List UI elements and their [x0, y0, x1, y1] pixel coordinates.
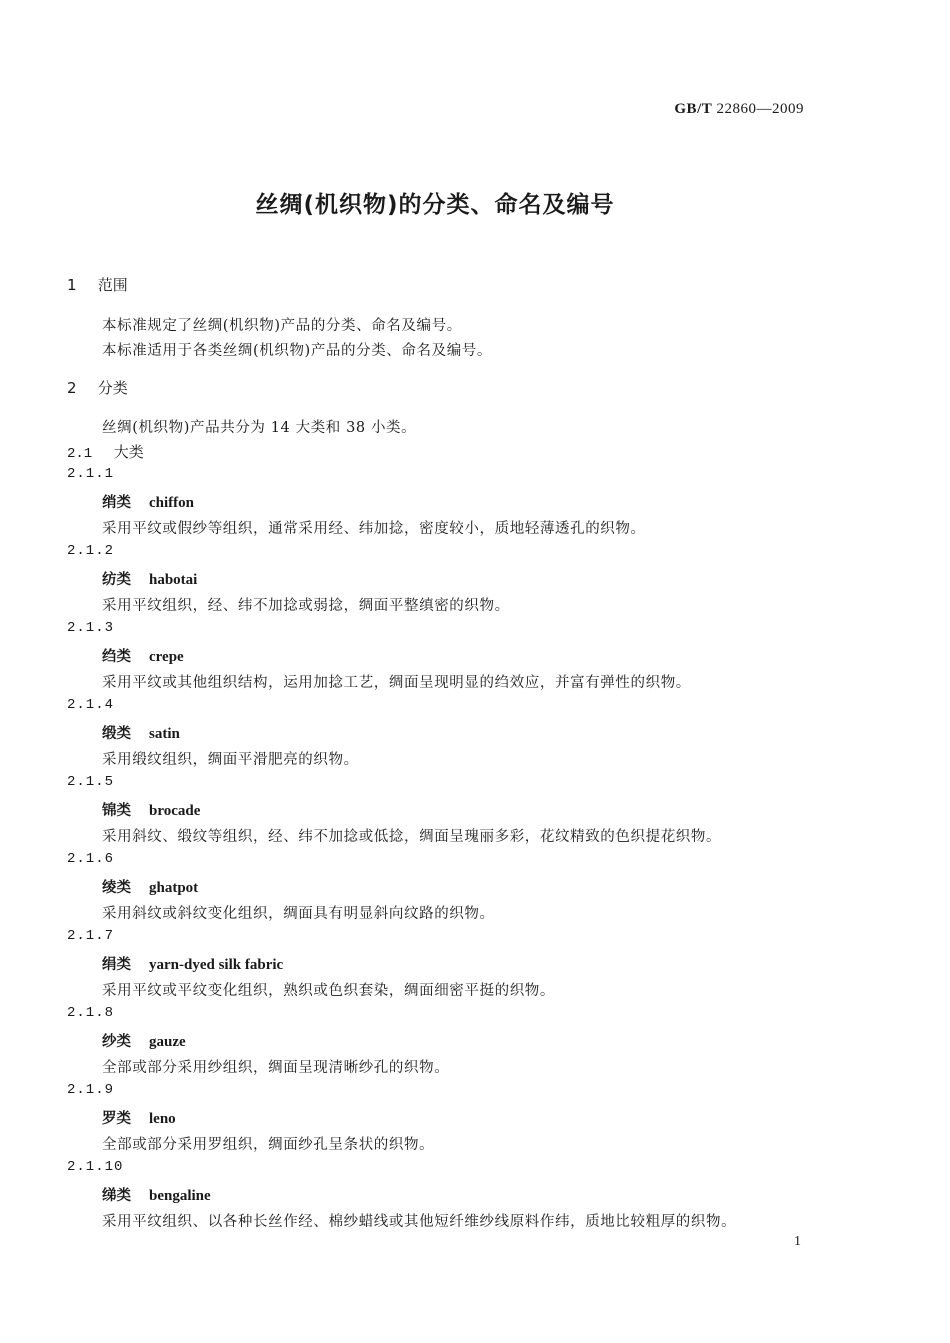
category-term [102, 1107, 176, 1128]
category-term [102, 645, 184, 666]
category-description: 采用平纹或其他组织结构，运用加捻工艺，绸面呈现明显的绉效应，并富有弹性的织物。 [102, 675, 691, 691]
term-english: satin [149, 726, 180, 742]
category-description: 采用斜纹、缎纹等组织，经、纬不加捻或低捻，绸面呈瑰丽多彩，花纹精致的色织提花织物。 [102, 829, 722, 845]
subsection-2-1-title: 大类 [113, 443, 144, 461]
clause-number: 2.1.1 [67, 466, 115, 482]
document-title: 丝绸(机织物)的分类、命名及编号 [255, 192, 615, 218]
section-2-paragraph: 丝绸(机织物)产品共分为 14 大类和 38 小类。 [102, 420, 417, 436]
category-description: 采用平纹或平纹变化组织，熟织或色织套染，绸面细密平挺的织物。 [102, 983, 555, 999]
subsection-2-1-number: 2.1 [67, 446, 93, 462]
category-description: 采用平纹组织，经、纬不加捻或弱捻，绸面平整缜密的织物。 [102, 598, 510, 614]
clause-number: 2.1.7 [67, 928, 115, 944]
term-chinese: 锦类 [102, 803, 131, 819]
category-term [102, 1030, 186, 1051]
clause-number: 2.1.4 [67, 697, 115, 713]
term-english: leno [149, 1111, 176, 1127]
subsection-2-1-heading [67, 441, 144, 462]
term-english: habotai [149, 572, 198, 588]
clause-number: 2.1.3 [67, 620, 115, 636]
category-description: 采用缎纹组织，绸面平滑肥亮的织物。 [102, 752, 359, 768]
standard-prefix: GB/T [674, 101, 713, 117]
term-chinese: 绨类 [102, 1188, 131, 1204]
section-2-title: 分类 [97, 379, 128, 397]
clause-number: 2.1.9 [67, 1082, 115, 1098]
category-description: 采用平纹或假纱等组织，通常采用经、纬加捻，密度较小，质地轻薄透孔的织物。 [102, 521, 646, 537]
category-term [102, 1184, 211, 1205]
term-english: gauze [149, 1034, 186, 1050]
section-1-title: 范围 [97, 276, 128, 294]
clause-number: 2.1.8 [67, 1005, 115, 1021]
category-description: 全部或部分采用纱组织，绸面呈现清晰纱孔的织物。 [102, 1060, 450, 1076]
section-1-heading [67, 274, 128, 295]
term-chinese: 绡类 [102, 495, 131, 511]
section-1-paragraph-1: 本标准规定了丝绸(机织物)产品的分类、命名及编号。 [102, 318, 462, 334]
standard-code [674, 101, 804, 118]
category-description: 采用斜纹或斜纹变化组织，绸面具有明显斜向纹路的织物。 [102, 906, 495, 922]
category-description: 采用平纹组织、以各种长丝作经、棉纱蜡线或其他短纤维纱线原料作纬，质地比较粗厚的织物。 [102, 1214, 737, 1230]
term-english: yarn-dyed silk fabric [149, 957, 284, 973]
category-term [102, 799, 200, 820]
page-number: 1 [794, 1234, 801, 1249]
term-english: brocade [149, 803, 201, 819]
clause-number: 2.1.6 [67, 851, 115, 867]
term-english: bengaline [149, 1188, 211, 1204]
section-2-number: 2 [67, 379, 77, 397]
term-chinese: 纺类 [102, 572, 131, 588]
category-term [102, 491, 194, 512]
term-chinese: 绫类 [102, 880, 131, 896]
category-term [102, 876, 198, 897]
clause-number: 2.1.5 [67, 774, 115, 790]
clause-number: 2.1.10 [67, 1159, 124, 1175]
clause-number: 2.1.2 [67, 543, 115, 559]
section-1-number: 1 [67, 276, 77, 294]
term-english: ghatpot [149, 880, 199, 896]
term-chinese: 纱类 [102, 1034, 131, 1050]
term-chinese: 罗类 [102, 1111, 131, 1127]
term-chinese: 缎类 [102, 726, 131, 742]
section-1-paragraph-2: 本标准适用于各类丝绸(机织物)产品的分类、命名及编号。 [102, 343, 493, 359]
term-english: crepe [149, 649, 184, 665]
term-chinese: 绢类 [102, 957, 131, 973]
section-2-heading [67, 377, 128, 398]
category-description: 全部或部分采用罗组织，绸面纱孔呈条状的织物。 [102, 1137, 435, 1153]
term-english: chiffon [149, 495, 194, 511]
category-term [102, 722, 180, 743]
category-term [102, 568, 197, 589]
standard-number: 22860—2009 [716, 101, 804, 117]
category-term [102, 953, 283, 974]
term-chinese: 绉类 [102, 649, 131, 665]
